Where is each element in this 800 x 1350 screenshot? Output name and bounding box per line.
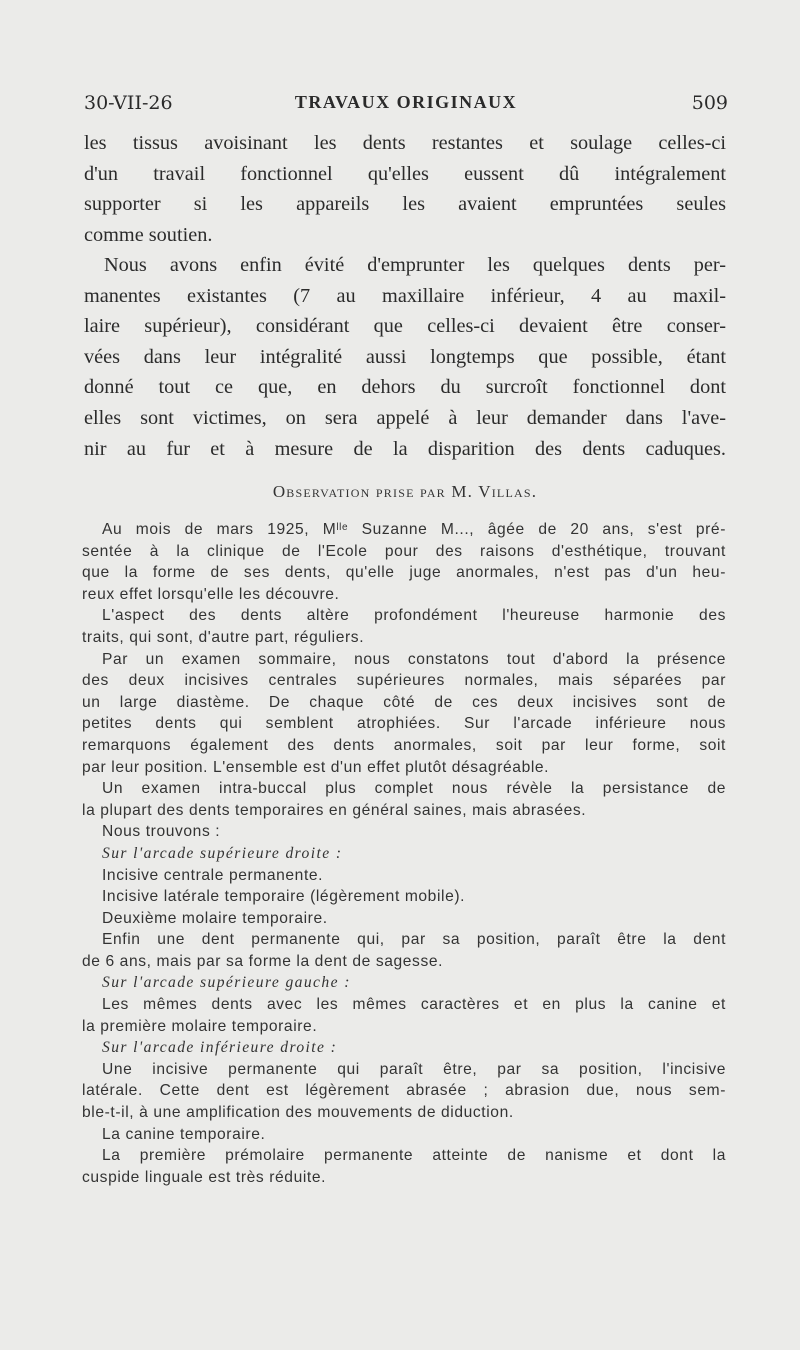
text-line: Une incisive permanente qui paraît être, par sa position, l'incisive <box>102 1060 726 1078</box>
text-line: remarquons également des dents anormales, soit par leur forme, soit <box>82 736 726 754</box>
header-date: 30-VII-26 <box>84 92 173 114</box>
text-line: Deuxième molaire temporaire. <box>102 909 328 927</box>
text-line: de 6 ans, mais par sa forme la dent de sagesse. <box>82 952 444 970</box>
observation-heading: Observation prise par M. Villas. <box>272 482 538 501</box>
text-line: vées dans leur intégralité aussi longtemps que possible, étant <box>84 345 726 368</box>
text-line: comme soutien. <box>84 223 213 246</box>
section-subheading: Sur l'arcade supérieure droite : <box>102 844 343 862</box>
text-line: Un examen intra-buccal plus complet nous révèle la persistance de <box>102 780 726 798</box>
text-line <box>82 519 726 541</box>
text-line: laire supérieur), considérant que celles-ci devaient être conser- <box>84 315 726 338</box>
text-line: manentes existantes (7 au maxillaire inférieur, 4 au maxil- <box>84 284 726 307</box>
text-line: Incisive latérale temporaire (légèrement mobile). <box>102 888 466 906</box>
text-line: des deux incisives centrales supérieures normales, mais séparées par <box>82 672 726 690</box>
paragraph-2 <box>84 250 726 464</box>
text-fragment: Suzanne M..., âgée de 20 ans, s'est pré- <box>348 521 726 538</box>
text-line: ble-t-il, à une amplification des mouvements de diduction. <box>82 1104 514 1122</box>
text-line: L'aspect des dents altère profondément l'heureuse harmonie des <box>102 607 726 625</box>
text-line: la plupart des dents temporaires en général saines, mais abrasées. <box>82 801 587 819</box>
text-line: La première prémolaire permanente atteinte de nanisme et dont la <box>102 1147 726 1165</box>
text-line: sentée à la clinique de l'Ecole pour des raisons d'esthétique, trouvant <box>82 542 726 560</box>
page-number: 509 <box>691 92 728 114</box>
text-line: traits, qui sont, d'autre part, réguliers. <box>82 628 365 646</box>
text-line: Par un examen sommaire, nous constatons tout d'abord la présence <box>102 650 726 668</box>
text-line: petites dents qui semblent atrophiées. Sur l'arcade inférieure nous <box>82 715 726 733</box>
text-line: Les mêmes dents avec les mêmes caractères et en plus la canine et <box>102 996 726 1014</box>
text-line: les tissus avoisinant les dents restantes et soulage celles-ci <box>84 132 726 154</box>
text-line: nir au fur et à mesure de la disparition des dents caduques. <box>84 437 726 460</box>
text-line: supporter si les appareils les avaient empruntées seules <box>84 193 726 216</box>
text-fragment: Au mois de mars 1925, M <box>102 521 337 538</box>
text-line: latérale. Cette dent est légèrement abrasée ; abrasion due, nous sem- <box>82 1082 726 1100</box>
paragraph-1 <box>84 128 726 250</box>
text-line: cuspide linguale est très réduite. <box>82 1168 327 1186</box>
text-line: Nous trouvons : <box>102 823 221 841</box>
text-line: un large diastème. De chaque côté de ces deux incisives sont de <box>82 693 726 711</box>
text-line: elles sont victimes, on sera appelé à leur demander dans l'ave- <box>84 406 726 429</box>
text-line: Enfin une dent permanente qui, par sa position, paraît être la dent <box>102 931 726 949</box>
running-header <box>84 92 728 122</box>
section-subheading: Sur l'arcade supérieure gauche : <box>102 974 351 992</box>
text-line: donné tout ce que, en dehors du surcroît fonctionnel dont <box>84 376 726 399</box>
text-line: d'un travail fonctionnel qu'elles eussent dû intégralement <box>84 162 726 185</box>
observation-body <box>82 519 726 1188</box>
text-line: Incisive centrale permanente. <box>102 866 324 884</box>
text-line: reux effet lorsqu'elle les découvre. <box>82 585 340 603</box>
text-line: La canine temporaire. <box>102 1125 266 1143</box>
text-line: par leur position. L'ensemble est d'un effet plutôt désagréable. <box>82 758 550 776</box>
text-line: la première molaire temporaire. <box>82 1017 318 1035</box>
text-line: que la forme de ses dents, qu'elle juge anormales, n'est pas d'un heu- <box>82 564 726 582</box>
superscript: lle <box>336 522 349 533</box>
header-title: TRAVAUX ORIGINAUX <box>294 92 518 112</box>
section-subheading: Sur l'arcade inférieure droite : <box>102 1039 338 1057</box>
text-line: Nous avons enfin évité d'emprunter les quelques dents per- <box>104 254 726 276</box>
